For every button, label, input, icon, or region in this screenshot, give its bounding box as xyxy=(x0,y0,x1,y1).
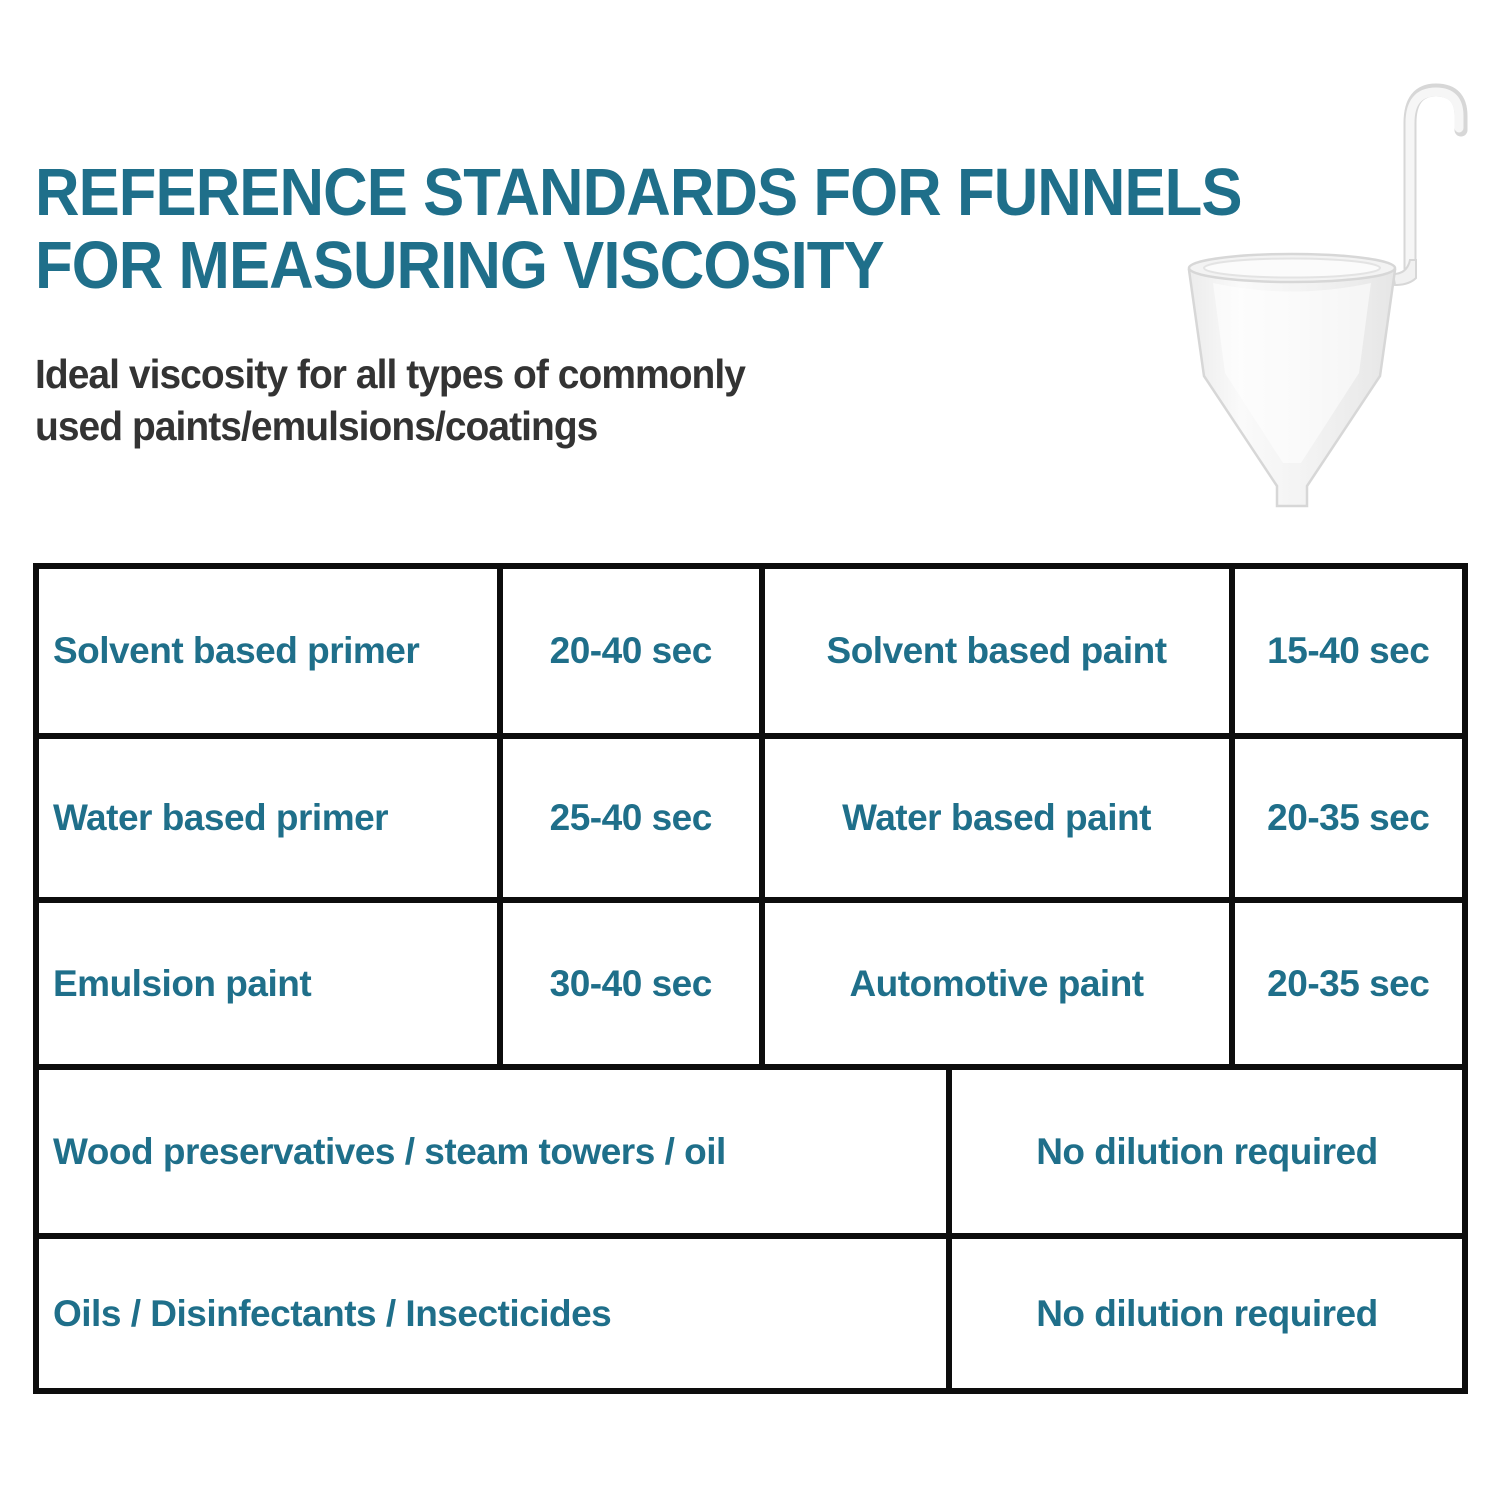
table-row xyxy=(39,1239,1462,1388)
table-cell-time-range: 30-40 sec xyxy=(503,903,759,1064)
table-cell-paint-type: Emulsion paint xyxy=(39,903,497,1064)
table-cell-dilution: No dilution required xyxy=(952,1239,1462,1388)
table-row xyxy=(39,903,1462,1064)
page-subtitle-line1: Ideal viscosity for all types of commonly xyxy=(35,351,745,397)
table-row xyxy=(39,739,1462,897)
table-cell-paint-type: Water based paint xyxy=(765,739,1229,897)
viscosity-funnel-with-hook-icon xyxy=(1183,78,1483,518)
table-cell-time-range: 20-40 sec xyxy=(503,569,759,733)
table-cell-time-range: 15-40 sec xyxy=(1235,569,1462,733)
table-cell-dilution: No dilution required xyxy=(952,1070,1462,1233)
table-cell-paint-type: Solvent based primer xyxy=(39,569,497,733)
table-row xyxy=(39,569,1462,733)
page-title-line1: REFERENCE STANDARDS FOR FUNNELS xyxy=(35,155,1242,230)
page-title xyxy=(35,155,1242,303)
page-title-line2: FOR MEASURING VISCOSITY xyxy=(35,228,884,303)
table-cell-paint-type: Water based primer xyxy=(39,739,497,897)
table-cell-paint-type: Solvent based paint xyxy=(765,569,1229,733)
table-cell-time-range: 25-40 sec xyxy=(503,739,759,897)
table-cell-paint-type: Oils / Disinfectants / Insecticides xyxy=(39,1239,946,1388)
viscosity-reference-table xyxy=(33,563,1468,1394)
page-subtitle-line2: used paints/emulsions/coatings xyxy=(35,403,598,449)
table-cell-time-range: 20-35 sec xyxy=(1235,739,1462,897)
table-row xyxy=(39,1070,1462,1233)
table-cell-paint-type: Automotive paint xyxy=(765,903,1229,1064)
page-subtitle xyxy=(35,348,890,452)
table-cell-paint-type: Wood preservatives / steam towers / oil xyxy=(39,1070,946,1233)
table-cell-time-range: 20-35 sec xyxy=(1235,903,1462,1064)
